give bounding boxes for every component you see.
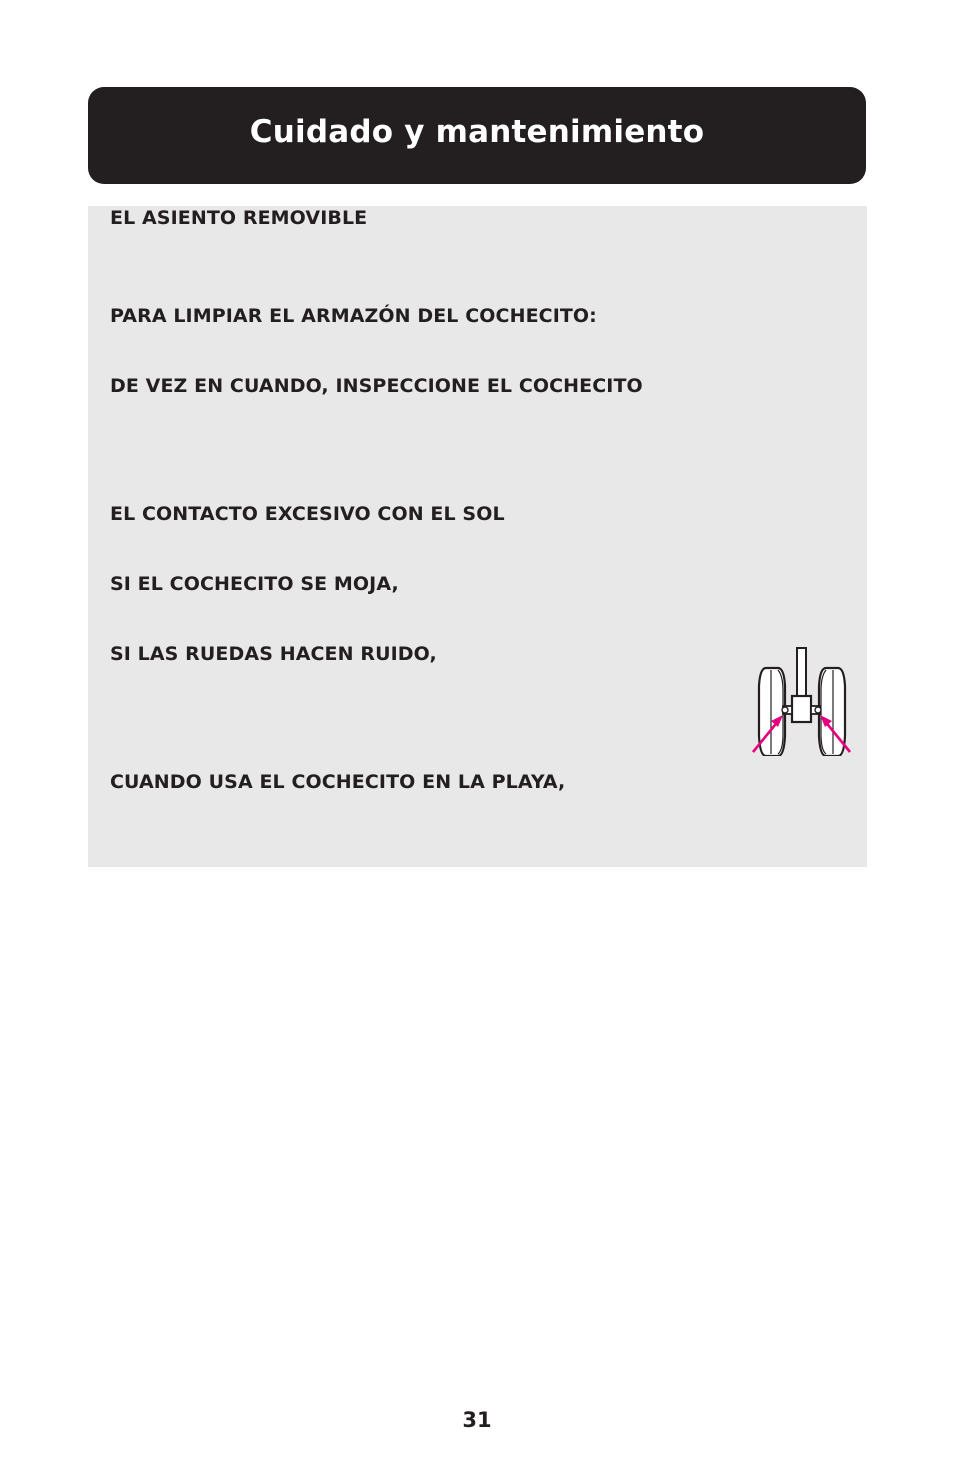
heading-removable-seat: EL ASIENTO REMOVIBLE — [110, 207, 368, 229]
content-panel — [88, 206, 867, 867]
title-bar — [88, 87, 866, 184]
heading-clean-frame: PARA LIMPIAR EL ARMAZÓN DEL COCHECITO: — [110, 305, 597, 327]
heading-inspect-stroller: DE VEZ EN CUANDO, INSPECCIONE EL COCHECITO — [110, 375, 643, 397]
stroller-wheel-axle-icon — [752, 646, 852, 756]
heading-stroller-wet: SI EL COCHECITO SE MOJA, — [110, 573, 399, 595]
heading-beach-use: CUANDO USA EL COCHECITO EN LA PLAYA, — [110, 771, 566, 793]
heading-sun-exposure: EL CONTACTO EXCESIVO CON EL SOL — [110, 503, 505, 525]
page-title: Cuidado y mantenimiento — [249, 114, 705, 150]
page-number: 31 — [462, 1408, 492, 1432]
heading-noisy-wheels: SI LAS RUEDAS HACEN RUIDO, — [110, 643, 437, 665]
